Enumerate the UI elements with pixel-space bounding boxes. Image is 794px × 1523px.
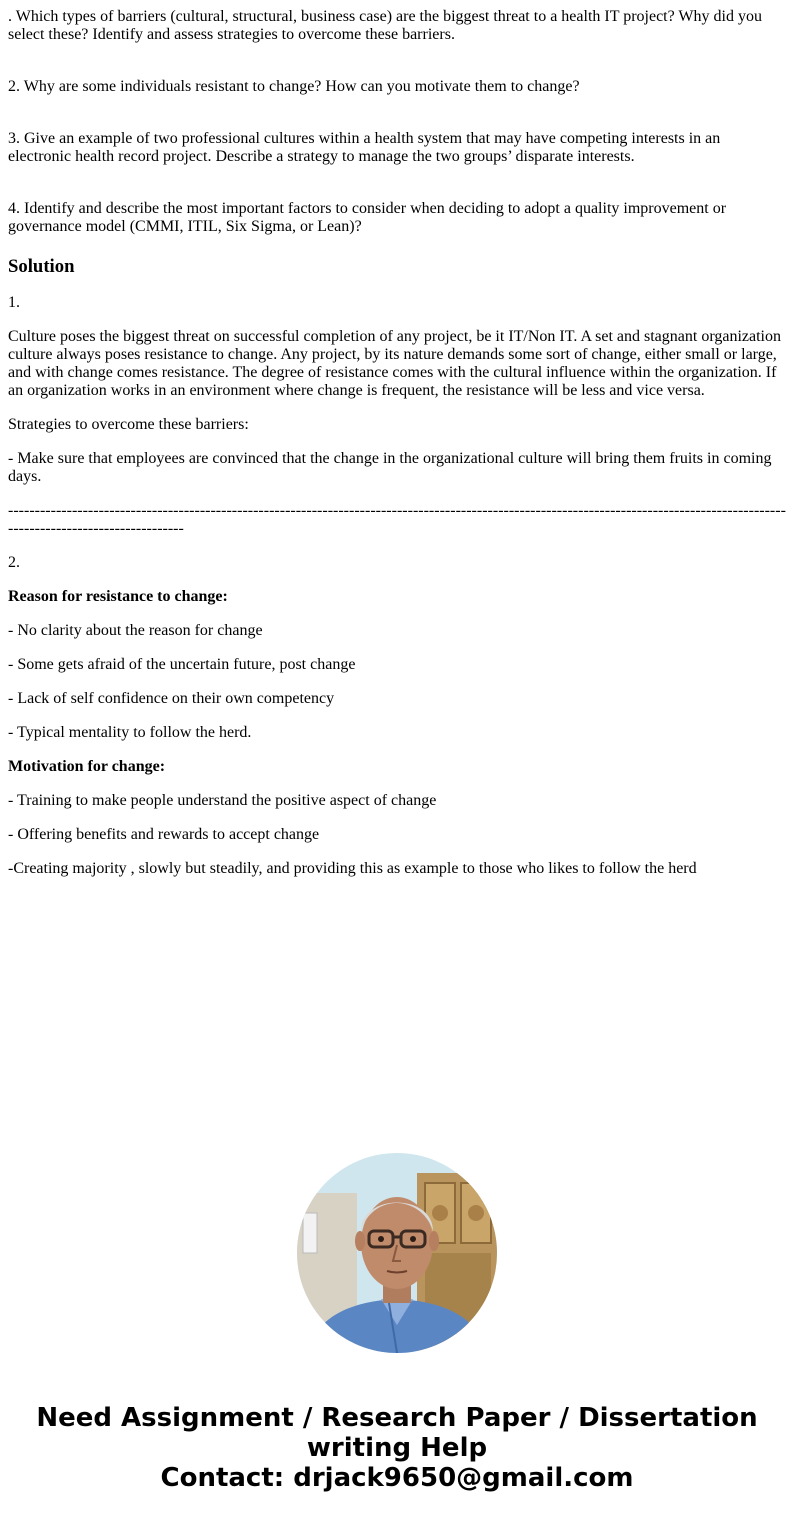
strategies-label: Strategies to overcome these barriers: [8,416,249,433]
answer-2-number: 2. [8,554,20,571]
resistance-item: - No clarity about the reason for change [8,622,263,639]
resistance-item: - Lack of self confidence on their own competency [8,690,335,707]
document-content [8,8,786,878]
question-1: . Which types of barriers (cultural, structural, business case) are the biggest threat to a health IT project? Why did you select these? Identify and assess strategies to overcome these barriers. [8,8,762,43]
promo-contact: Contact: drjack9650@gmail.com [160,1463,634,1493]
resistance-item: - Some gets afraid of the uncertain future, post change [8,656,356,673]
motivation-item: - Training to make people understand the positive aspect of change [8,792,437,809]
motivation-item: - Offering benefits and rewards to accept change [8,826,320,843]
resistance-heading: Reason for resistance to change: [8,588,228,605]
answer-1-number: 1. [8,294,20,311]
strategy-item: - Make sure that employees are convinced that the change in the organizational culture will bring them fruits in coming days. [8,450,772,485]
author-avatar [297,1153,497,1353]
solution-heading: Solution [8,256,75,277]
promo-banner [0,1403,794,1493]
question-3: 3. Give an example of two professional cultures within a health system that may have competing interests in an electronic health record project. Describe a strategy to manage the two groups’ disparate interests. [8,130,721,165]
promo-line-1: Need Assignment / Research Paper / Dissertation [36,1403,758,1433]
section-divider: ----------------------------------------------------------------------------------------------------------------------------------------------------------------------------------- [8,502,786,537]
author-photo [297,1153,497,1353]
motivation-heading: Motivation for change: [8,758,166,775]
promo-line-2: writing Help [306,1433,488,1463]
question-4: 4. Identify and describe the most important factors to consider when deciding to adopt a quality improvement or governance model (CMMI, ITIL, Six Sigma, or Lean)? [8,200,727,235]
answer-1-body: Culture poses the biggest threat on successful completion of any project, be it IT/Non IT. A set and stagnant organization culture always poses resistance to change. Any project, by its nature demands some sort of change, either small or large, and with change comes resistance. The degree of resistance comes with the cultural influence within the organization. If an organization works in an environment where change is frequent, the resistance will be less and vice versa. [8,328,781,399]
motivation-item: -Creating majority , slowly but steadily, and providing this as example to those who likes to follow the herd [8,860,697,877]
resistance-item: - Typical mentality to follow the herd. [8,724,252,741]
question-2: 2. Why are some individuals resistant to change? How can you motivate them to change? [8,78,580,95]
